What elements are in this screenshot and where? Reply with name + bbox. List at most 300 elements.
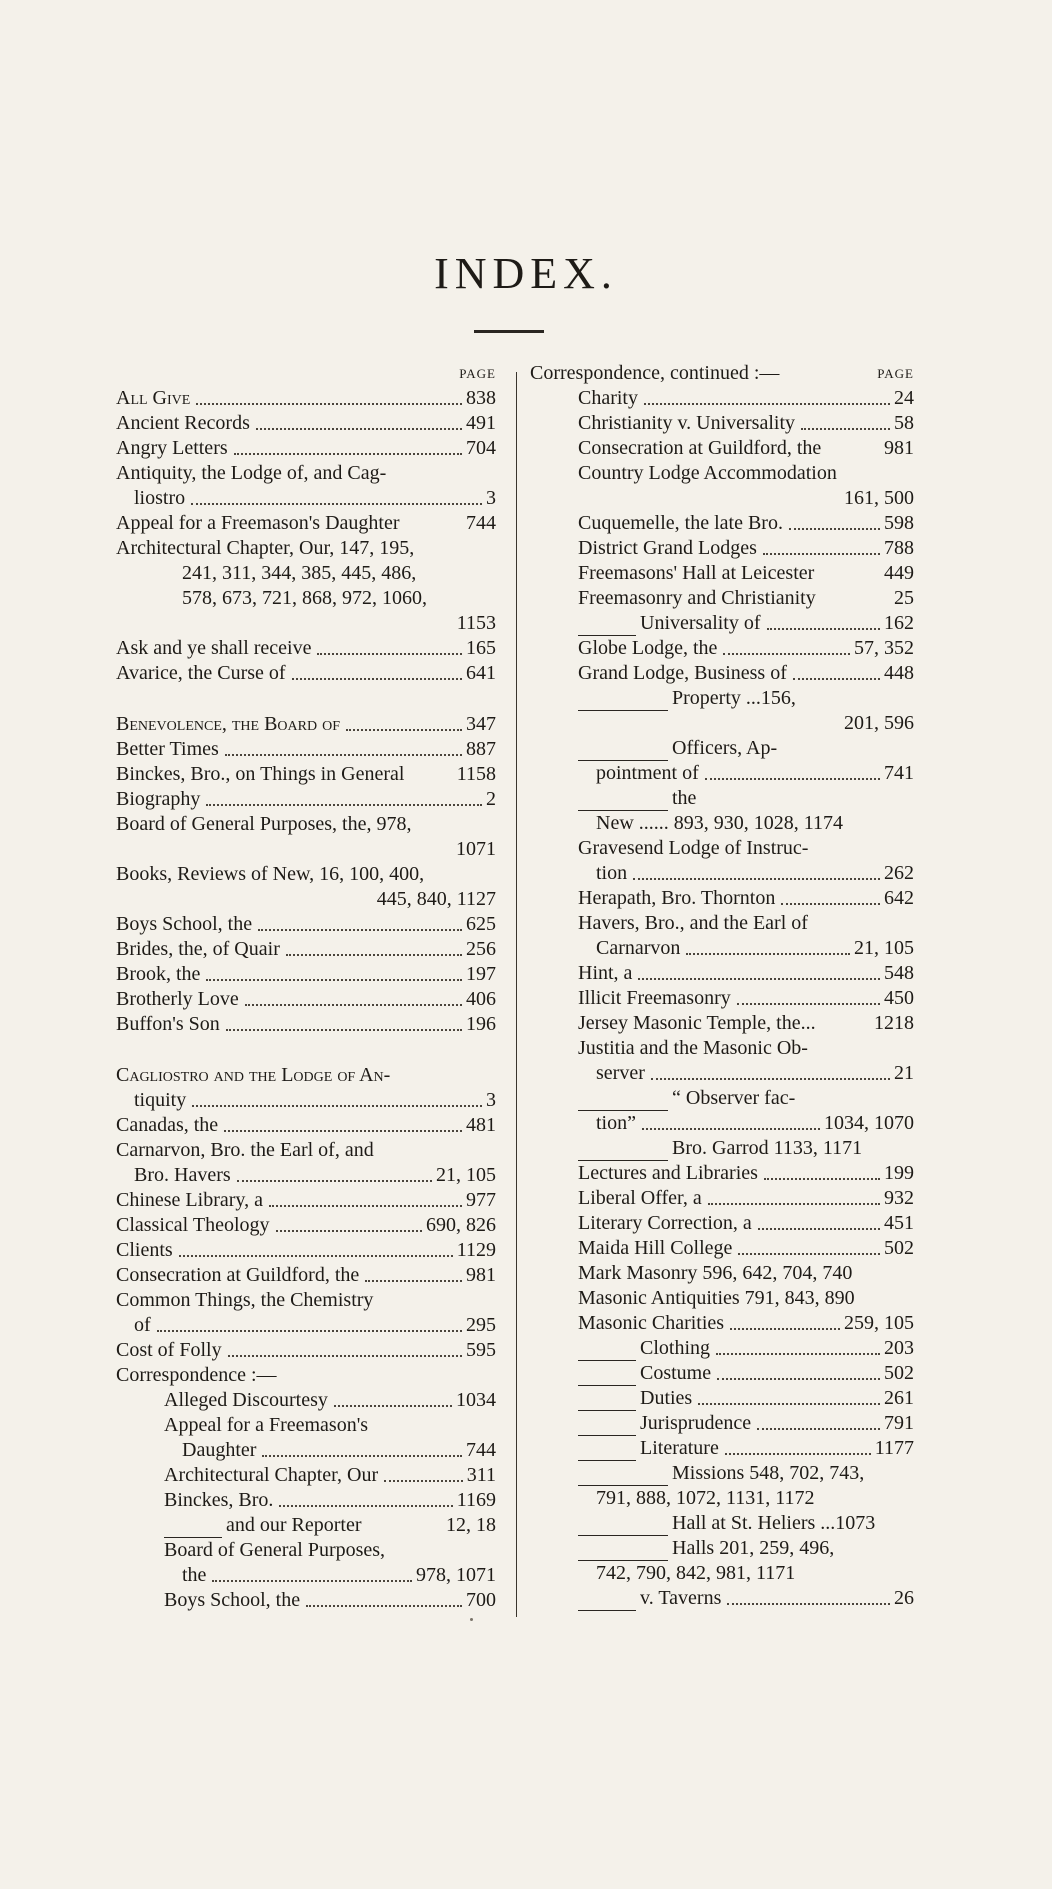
page-number: 981 (884, 437, 914, 459)
page-number: 700 (466, 1589, 496, 1611)
entry-title: liostro (134, 487, 186, 509)
page-number: 21 (894, 1062, 914, 1084)
dot-leader (206, 804, 482, 806)
index-entry (530, 961, 914, 986)
index-entry (116, 411, 496, 436)
page-number: 58 (894, 412, 914, 434)
entry-title: Lectures and Libraries (578, 1162, 758, 1184)
page-number: 502 (884, 1362, 914, 1384)
ditto-dash (578, 1385, 636, 1386)
entry-title: Biography (116, 788, 201, 810)
entry-title: 742, 790, 842, 981, 1171 (596, 1562, 796, 1584)
page-number: 788 (884, 537, 914, 559)
dot-leader (224, 1130, 462, 1132)
page-number: 1169 (456, 1489, 496, 1511)
index-entry (116, 762, 496, 787)
index-entry (116, 661, 496, 686)
entry-title: tion” (596, 1112, 636, 1134)
page-number: 932 (884, 1187, 914, 1209)
page-number: 981 (466, 1264, 496, 1286)
entry-title: Property ...156, (672, 687, 796, 709)
index-entry (530, 1411, 914, 1436)
entry-title: Jurisprudence (640, 1412, 752, 1434)
dot-leader (644, 403, 890, 405)
index-entry (530, 936, 914, 961)
index-entry (530, 1311, 914, 1336)
index-column-left (116, 364, 496, 1613)
entry-title: Cuquemelle, the late Bro. (578, 512, 783, 534)
entry-title: Cagliostro and the Lodge of An- (116, 1064, 391, 1086)
page-number: 165 (466, 637, 496, 659)
page-number: 502 (884, 1237, 914, 1259)
entry-title: Binckes, Bro. (164, 1489, 274, 1511)
index-entry (116, 887, 496, 912)
entry-title: Masonic Charities (578, 1312, 725, 1334)
page-number: 162 (884, 612, 914, 634)
page-number: 26 (894, 1587, 914, 1609)
page-number: 625 (466, 913, 496, 935)
dot-leader (262, 1455, 462, 1457)
index-entry (116, 1438, 496, 1463)
ditto-dash (578, 1410, 636, 1411)
index-entry (530, 1336, 914, 1361)
entry-title: All Give (116, 387, 191, 409)
entry-title: Missions 548, 702, 743, (672, 1462, 865, 1484)
dot-leader (292, 678, 462, 680)
index-entry (116, 1088, 496, 1113)
page-number: 450 (884, 987, 914, 1009)
dot-leader (757, 1428, 880, 1430)
index-entry (116, 561, 496, 586)
index-entry (116, 1363, 496, 1388)
index-entry (530, 561, 914, 586)
page-number: 347 (466, 713, 496, 735)
entry-title: Architectural Chapter, Our (164, 1464, 379, 1486)
entry-title: server (596, 1062, 645, 1084)
page-number: 1034 (456, 1389, 496, 1411)
page-number: 21, 105 (436, 1164, 496, 1186)
dot-leader (269, 1205, 462, 1207)
dot-leader (638, 978, 880, 980)
page-number: 744 (466, 1439, 496, 1461)
page-header-left (116, 364, 496, 386)
index-entry (530, 1561, 914, 1586)
entry-title: Cost of Folly (116, 1339, 222, 1361)
entry-title: Correspondence :— (116, 1364, 277, 1386)
entry-title: Clothing (640, 1337, 711, 1359)
index-entry (116, 1313, 496, 1338)
entry-title: Brotherly Love (116, 988, 239, 1010)
index-entry (116, 1588, 496, 1613)
index-entry (530, 836, 914, 861)
dot-leader (346, 729, 462, 731)
page-number: 261 (884, 1387, 914, 1409)
index-entry (530, 1236, 914, 1261)
index-entry (116, 912, 496, 937)
ditto-dash (578, 1435, 636, 1436)
entry-title: Masonic Antiquities 791, 843, 890 (578, 1287, 855, 1309)
index-list-left (116, 386, 496, 1613)
index-entry (116, 1238, 496, 1263)
entry-title: Costume (640, 1362, 712, 1384)
dot-leader (191, 503, 482, 505)
page-number: 199 (884, 1162, 914, 1184)
page-number: 481 (466, 1114, 496, 1136)
dot-leader (234, 453, 462, 455)
dot-leader (708, 1203, 880, 1205)
index-entry (530, 536, 914, 561)
dot-leader (705, 778, 880, 780)
page-number: 1158 (456, 763, 496, 785)
entry-title: Justitia and the Masonic Ob- (578, 1037, 808, 1059)
index-entry (530, 1436, 914, 1461)
page-number: 491 (466, 412, 496, 434)
page-number: 595 (466, 1339, 496, 1361)
entry-title: Daughter (182, 1439, 257, 1461)
page-number: 791 (884, 1412, 914, 1434)
entry-title: Carnarvon (596, 937, 681, 959)
index-entry (116, 787, 496, 812)
index-entry (530, 636, 914, 661)
entry-title: Christianity v. Universality (578, 412, 796, 434)
index-entry (116, 1388, 496, 1413)
dot-leader (256, 428, 462, 430)
index-entry (116, 511, 496, 536)
index-entry (530, 1586, 914, 1611)
entry-title: Duties (640, 1387, 693, 1409)
index-entry (116, 386, 496, 411)
dot-leader (365, 1280, 462, 1282)
entry-title: “ Observer fac- (672, 1087, 796, 1109)
entry-title: 161, 500 (844, 487, 914, 509)
entry-title: Freemasonry and Christianity (578, 587, 816, 609)
ditto-dash (578, 710, 668, 711)
ditto-dash (578, 1360, 636, 1361)
title-rule (474, 330, 544, 333)
index-entry (530, 461, 914, 486)
entry-title: Ancient Records (116, 412, 250, 434)
entry-title: Appeal for a Freemason's Daughter (116, 512, 400, 534)
ditto-dash (578, 1535, 668, 1536)
page-title: INDEX. (434, 249, 618, 298)
page-number: 21, 105 (854, 937, 914, 959)
index-entry (530, 786, 914, 811)
entry-title: Hint, a (578, 962, 633, 984)
entry-title: pointment of (596, 762, 699, 784)
index-entry (530, 1386, 914, 1411)
entry-title: Clients (116, 1239, 173, 1261)
dot-leader (179, 1255, 453, 1257)
entry-title: Hall at St. Heliers ...1073 (672, 1512, 876, 1534)
entry-title: Bro. Havers (134, 1164, 231, 1186)
entry-title: Avarice, the Curse of (116, 662, 286, 684)
entry-title: 241, 311, 344, 385, 445, 486, (182, 562, 417, 584)
section-gap (116, 686, 496, 712)
index-entry (116, 1563, 496, 1588)
index-entry (116, 737, 496, 762)
index-entry (530, 611, 914, 636)
index-entry (116, 1413, 496, 1438)
index-entry (116, 1338, 496, 1363)
entry-title: Universality of (640, 612, 761, 634)
index-entry (530, 861, 914, 886)
entry-title: Books, Reviews of New, 16, 100, 400, (116, 863, 425, 885)
entry-title: Maida Hill College (578, 1237, 733, 1259)
dot-leader (226, 1029, 462, 1031)
entry-title: Alleged Discourtesy (164, 1389, 328, 1411)
index-entry (530, 736, 914, 761)
page-number: 12, 18 (446, 1514, 496, 1536)
dot-leader (228, 1355, 462, 1357)
index-entry (116, 1163, 496, 1188)
section-gap (116, 1037, 496, 1063)
entry-title: Gravesend Lodge of Instruc- (578, 837, 809, 859)
dot-leader (225, 754, 462, 756)
entry-title: v. Taverns (640, 1587, 722, 1609)
page-number: 57, 352 (854, 637, 914, 659)
entry-title: Country Lodge Accommodation (578, 462, 837, 484)
entry-title: Freemasons' Hall at Leicester (578, 562, 815, 584)
entry-title: the (182, 1564, 207, 1586)
dot-leader (763, 553, 880, 555)
index-list-right (530, 386, 914, 1611)
index-entry (530, 911, 914, 936)
entry-title: 578, 673, 721, 868, 972, 1060, (182, 587, 427, 609)
entry-title: Illicit Freemasonry (578, 987, 731, 1009)
page-mark (470, 1618, 473, 1621)
page-number: 196 (466, 1013, 496, 1035)
dot-leader (276, 1230, 423, 1232)
index-entry (530, 586, 914, 611)
entry-title: Benevolence, the Board of (116, 713, 340, 735)
entry-title: Brook, the (116, 963, 201, 985)
entry-title: Board of General Purposes, the, 978, (116, 813, 412, 835)
entry-title: 1071 (456, 838, 496, 860)
index-entry (530, 986, 914, 1011)
entry-title: Architectural Chapter, Our, 147, 195, (116, 537, 415, 559)
entry-title: Angry Letters (116, 437, 228, 459)
page-number: 3 (486, 1089, 496, 1111)
page-number: 295 (466, 1314, 496, 1336)
entry-title: Ask and ye shall receive (116, 637, 312, 659)
index-entry (530, 1111, 914, 1136)
page-number: 311 (466, 1464, 496, 1486)
page-header-right (530, 364, 914, 386)
entry-title: Mark Masonry 596, 642, 704, 740 (578, 1262, 853, 1284)
index-entry (530, 686, 914, 711)
dot-leader (651, 1078, 890, 1080)
dot-leader (717, 1378, 880, 1380)
index-entry (116, 1488, 496, 1513)
entry-title: Liberal Offer, a (578, 1187, 702, 1209)
dot-leader (212, 1580, 412, 1582)
index-entry (530, 1011, 914, 1036)
entry-title: Buffon's Son (116, 1013, 220, 1035)
index-entry (116, 1263, 496, 1288)
dot-leader (767, 628, 880, 630)
index-entry (116, 1288, 496, 1313)
entry-title: Binckes, Bro., on Things in General (116, 763, 405, 785)
dot-leader (157, 1330, 462, 1332)
index-entry (116, 987, 496, 1012)
index-entry (530, 1261, 914, 1286)
page-number: 259, 105 (844, 1312, 914, 1334)
entry-title: Canadas, the (116, 1114, 219, 1136)
dot-leader (633, 878, 880, 880)
entry-title: Appeal for a Freemason's (164, 1414, 369, 1436)
entry-title: Boys School, the (116, 913, 253, 935)
index-entry (530, 1061, 914, 1086)
index-entry (116, 1213, 496, 1238)
continued-heading: Correspondence, continued :— (530, 362, 780, 384)
index-entry (116, 1463, 496, 1488)
index-entry (116, 1113, 496, 1138)
page-number: 741 (884, 762, 914, 784)
page-number: 838 (466, 387, 496, 409)
entry-title: Literature (640, 1437, 719, 1459)
dot-leader (642, 1128, 820, 1130)
entry-title: Bro. Garrod 1133, 1171 (672, 1137, 863, 1159)
index-entry (530, 511, 914, 536)
page-number: 548 (884, 962, 914, 984)
entry-title: tiquity (134, 1089, 187, 1111)
dot-leader (317, 653, 462, 655)
page-number: 256 (466, 938, 496, 960)
index-entry (116, 712, 496, 737)
dot-leader (716, 1353, 880, 1355)
dot-leader (306, 1605, 462, 1607)
index-entry (116, 536, 496, 561)
index-entry (116, 1188, 496, 1213)
entry-title: Classical Theology (116, 1214, 270, 1236)
index-entry (116, 1063, 496, 1088)
page-number: 744 (466, 512, 496, 534)
page-number: 598 (884, 512, 914, 534)
index-entry (530, 811, 914, 836)
page-number: 449 (884, 562, 914, 584)
page-number: 24 (894, 387, 914, 409)
index-entry (116, 1513, 496, 1538)
entry-title: of (134, 1314, 151, 1336)
page-number: 197 (466, 963, 496, 985)
index-entry (116, 636, 496, 661)
column-divider (516, 372, 517, 1617)
page-number: 262 (884, 862, 914, 884)
entry-title: Antiquity, the Lodge of, and Cag- (116, 462, 387, 484)
index-entry (530, 1361, 914, 1386)
dot-leader (192, 1105, 482, 1107)
ditto-dash (578, 1460, 636, 1461)
entry-title: Jersey Masonic Temple, the... (578, 1012, 816, 1034)
index-entry (530, 886, 914, 911)
index-entry (116, 937, 496, 962)
entry-title: Literary Correction, a (578, 1212, 752, 1234)
index-entry (530, 1211, 914, 1236)
index-entry (116, 461, 496, 486)
dot-leader (286, 954, 462, 956)
index-entry (116, 862, 496, 887)
entry-title: Brides, the, of Quair (116, 938, 280, 960)
page-label: PAGE (459, 366, 496, 381)
page-number: 690, 826 (426, 1214, 496, 1236)
page-number: 1177 (874, 1437, 914, 1459)
entry-title: tion (596, 862, 628, 884)
dot-leader (730, 1328, 840, 1330)
index-entry (530, 761, 914, 786)
index-entry (530, 1486, 914, 1511)
dot-leader (793, 678, 880, 680)
dot-leader (698, 1403, 880, 1405)
entry-title: Common Things, the Chemistry (116, 1289, 374, 1311)
dot-leader (727, 1603, 890, 1605)
page-number: 406 (466, 988, 496, 1010)
dot-leader (206, 979, 462, 981)
page-number: 704 (466, 437, 496, 459)
dot-leader (781, 903, 880, 905)
entry-title: Consecration at Guildford, the (578, 437, 822, 459)
page-number: 887 (466, 738, 496, 760)
dot-leader (384, 1480, 463, 1482)
page-number: 451 (884, 1212, 914, 1234)
dot-leader (737, 1003, 880, 1005)
index-entry (116, 812, 496, 837)
index-entry (530, 1461, 914, 1486)
index-entry (530, 386, 914, 411)
page-number: 3 (486, 487, 496, 509)
dot-leader (279, 1505, 452, 1507)
dot-leader (764, 1178, 880, 1180)
index-column-right (530, 364, 914, 1611)
dot-leader (738, 1253, 880, 1255)
dot-leader (334, 1405, 452, 1407)
dot-leader (196, 403, 462, 405)
entry-title: New ...... 893, 930, 1028, 1174 (596, 812, 844, 834)
entry-title: Board of General Purposes, (164, 1539, 386, 1561)
dot-leader (723, 653, 850, 655)
dot-leader (245, 1004, 462, 1006)
entry-title: 201, 596 (844, 712, 914, 734)
index-entry (116, 436, 496, 461)
dot-leader (801, 428, 890, 430)
entry-title: Officers, Ap- (672, 737, 778, 759)
entry-title: Halls 201, 259, 496, (672, 1537, 835, 1559)
page-number: 448 (884, 662, 914, 684)
index-entry (116, 586, 496, 611)
page-number: 1129 (456, 1239, 496, 1261)
page-label: PAGE (877, 366, 914, 381)
entry-title: and our Reporter (226, 1514, 362, 1536)
page-number: 25 (894, 587, 914, 609)
index-entry (116, 1538, 496, 1563)
page-number: 203 (884, 1337, 914, 1359)
entry-title: Boys School, the (164, 1589, 301, 1611)
index-entry (530, 1136, 914, 1161)
page-number: 978, 1071 (416, 1564, 496, 1586)
dot-leader (725, 1453, 871, 1455)
index-entry (530, 1186, 914, 1211)
index-entry (530, 486, 914, 511)
index-entry (116, 962, 496, 987)
page-number: 641 (466, 662, 496, 684)
page-number: 642 (884, 887, 914, 909)
entry-title: Grand Lodge, Business of (578, 662, 787, 684)
index-entry (530, 436, 914, 461)
index-entry (530, 711, 914, 736)
page-number: 1218 (874, 1012, 914, 1034)
page-number: 1034, 1070 (824, 1112, 914, 1134)
entry-title: Carnarvon, Bro. the Earl of, and (116, 1139, 374, 1161)
entry-title: Havers, Bro., and the Earl of (578, 912, 808, 934)
